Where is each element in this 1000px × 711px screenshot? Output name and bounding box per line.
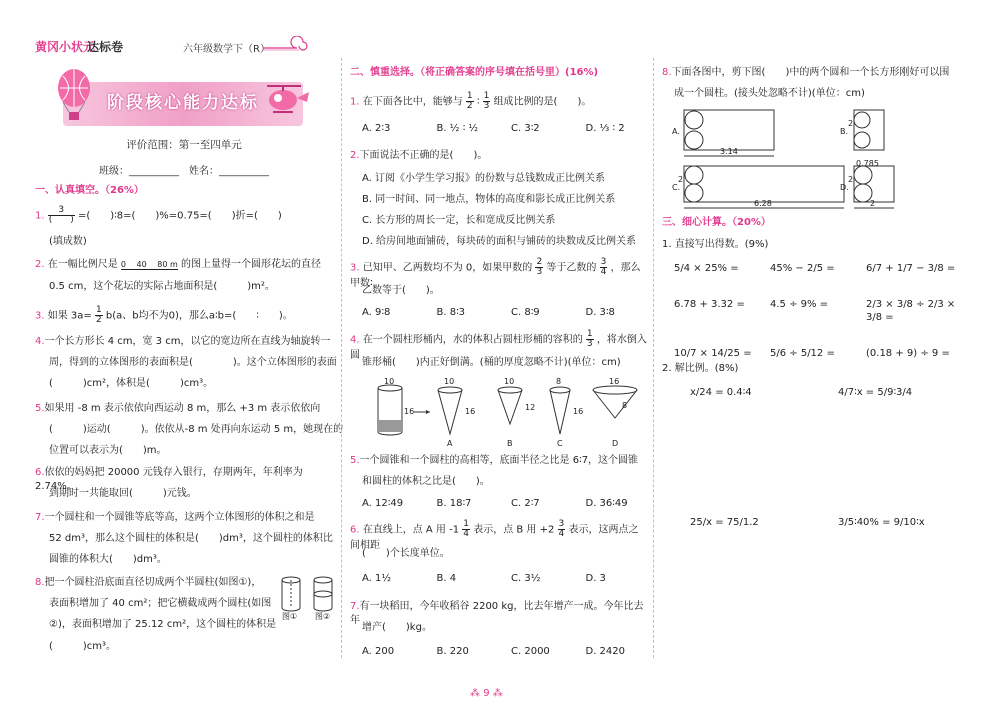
calc-item[interactable]: 5/4 × 25% =: [674, 263, 739, 274]
cone-figures: [370, 378, 640, 448]
column-left: [35, 0, 344, 711]
question-2-5-line2: 和圆柱的体积之比是( )。: [362, 476, 490, 487]
grade-label: 六年级数学下（R）: [183, 44, 270, 55]
option-c[interactable]: C. 2000: [511, 646, 550, 657]
svg-text:2: 2: [848, 119, 854, 128]
question-1-6-line2: 到期时一共能取回( )元钱。: [49, 488, 197, 499]
option-a[interactable]: A. 订阅《小学生学习报》的份数与总钱数成正比例关系: [362, 173, 606, 184]
question-2-2: 2.下面说法不正确的是( )。: [350, 150, 488, 161]
option-b-figure: B: [507, 439, 513, 448]
svg-text:16: 16: [465, 407, 476, 416]
calc-subtitle: 1. 直接写出得数。(9%): [662, 239, 769, 250]
question-2-5-options: [362, 497, 660, 511]
svg-text:10: 10: [504, 378, 515, 386]
question-1-3: 3. 如果 3a= $\frac{1}{2}$ b(a、b均不为0)，那么a∶b=( ∶ )。: [35, 305, 293, 325]
question-2-8: 8.下面各图中，剪下图( )中的两个圆和一个长方形刚好可以围: [662, 67, 950, 78]
brand-subtitle: 达标卷: [87, 40, 124, 54]
question-1-2-line2: 0.5 cm，这个花坛的实际占地面积是( )m²。: [49, 281, 275, 292]
calc-item[interactable]: 6/7 + 1/7 − 3/8 =: [866, 263, 956, 274]
question-1-1-note: (填成数): [49, 236, 87, 247]
option-d[interactable]: D. ⅓ ∶ 2: [585, 123, 625, 134]
svg-text:6.28: 6.28: [754, 199, 772, 208]
proportion-subtitle: 2. 解比例。(8%): [662, 363, 739, 374]
option-c[interactable]: C. 8∶9: [511, 307, 540, 318]
cylinder-diameter: 10: [384, 378, 395, 386]
option-d-figure: D: [612, 439, 619, 448]
question-2-7: 7.有一块稻田，今年收稻谷 2200 kg，比去年增产一成。今年比去年: [350, 601, 644, 626]
question-2-4-line2: 锥形桶( )内正好倒满。(桶的厚度忽略不计)(单位：cm): [362, 357, 621, 368]
title-banner: [63, 82, 303, 126]
section-2-title: 二、慎重选择。（将正确答案的序号填在括号里）(16%): [350, 67, 599, 78]
brand-logo: 黄冈小状元: [35, 40, 96, 54]
question-1-5: 5.如果用 -8 m 表示依依向西运动 8 m，那么 +3 m 表示依依向: [35, 403, 321, 414]
option-c-figure: C: [557, 439, 563, 448]
question-2-3: 3. 已知甲、乙两数均不为 0，如果甲数的 $\frac{2}{3}$ 等于乙数的 $\frac{3}{4}$ ，那么甲数∶: [350, 257, 641, 289]
option-b[interactable]: B. 同一时间、同一地点，物体的高度和影长成正比例关系: [362, 194, 616, 205]
page-title: 阶段核心能力达标: [107, 93, 259, 113]
helicopter-icon: [261, 78, 311, 118]
section-3-title: 三、细心计算。（20%）: [662, 217, 771, 228]
option-a[interactable]: A. 12∶49: [362, 498, 404, 509]
option-d[interactable]: D. 3: [585, 573, 606, 584]
question-2-3-options: [362, 306, 660, 320]
option-b[interactable]: B. 8∶3: [436, 307, 466, 318]
option-c[interactable]: C. 长方形的周长一定，长和宽成反比例关系: [362, 215, 556, 226]
question-1-8-line2: 表面积增加了 40 cm²；把它横截成两个圆柱(如图: [49, 598, 272, 609]
question-1-7-line3: 圆锥的体积大( )dm³。: [49, 554, 167, 565]
question-1-6: 6.依依的妈妈把 20000 元钱存入银行，存期两年，年利率为 2.74%。: [35, 467, 303, 492]
cylinder-height: 16: [404, 407, 415, 416]
fraction: $\frac{3}{( )}$: [48, 205, 74, 225]
figure-2-label: 图②: [315, 612, 331, 621]
calc-item[interactable]: 2/3 × 3/8 ÷ 2/3 × 3/8 =: [866, 298, 956, 323]
question-2-5: 5.一个圆锥和一个圆柱的高相等，底面半径之比是 6∶7，这个圆锥: [350, 455, 639, 466]
proportion-item[interactable]: 25/x = 75/1.2: [690, 517, 759, 528]
option-c[interactable]: C. 3∶2: [511, 123, 540, 134]
svg-text:16: 16: [573, 407, 584, 416]
question-2-1-options: [362, 122, 660, 136]
option-d[interactable]: D. 36∶49: [585, 498, 628, 509]
svg-text:12: 12: [525, 403, 536, 412]
calc-grid: [674, 262, 962, 360]
option-c-figure: C.: [672, 183, 681, 192]
option-a[interactable]: A. 9∶8: [362, 307, 391, 318]
question-1-8-line4: ( )cm³。: [49, 641, 117, 652]
option-b[interactable]: B. 4: [436, 573, 457, 584]
option-a[interactable]: A. 2∶3: [362, 123, 391, 134]
question-2-6: 6. 在直线上，点 A 用 -1 $\frac{1}{4}$ 表示，点 B 用 +2 $\frac{3}{4}$ 表示，这两点之间相距: [350, 519, 639, 551]
question-2-4: 4. 在一个圆柱形桶内，水的体积占圆柱形桶的容积的 $\frac{1}{3}$ ，将水倒入圆: [350, 329, 647, 361]
svg-text:0.785: 0.785: [856, 159, 879, 168]
calc-item[interactable]: 10/7 × 14/25 =: [674, 347, 752, 359]
question-1-7: 7.一个圆柱和一个圆锥等底等高，这两个立体图形的体积之和是: [35, 512, 315, 523]
svg-text:10: 10: [444, 378, 455, 386]
question-1-4: 4.一个长方形长 4 cm，宽 3 cm，以它的宽边所在直线为轴旋转一: [35, 336, 331, 347]
question-1-4-line2: 周，得到的立体图形的表面积是( )。这个立体图形的表面: [49, 357, 337, 368]
fraction: $\frac{1}{2}$: [95, 305, 102, 325]
option-d[interactable]: D. 给房间地面铺砖，每块砖的面积与铺砖的块数成反比例关系: [362, 236, 637, 247]
option-d-figure: D.: [840, 183, 849, 192]
column-divider: [341, 58, 343, 658]
question-1-8: 8.把一个圆柱沿底面直径切成两个半圆柱(如图①)，: [35, 577, 262, 588]
calc-item[interactable]: 4.5 ÷ 9% =: [770, 298, 829, 310]
question-1-5-line3: 位置可以表示为( )m。: [49, 445, 167, 456]
proportion-item[interactable]: 4/7∶x = 5/9∶3/4: [838, 387, 913, 398]
evaluation-scope: 评价范围：第一至四单元: [126, 139, 242, 151]
column-divider: [653, 58, 655, 658]
option-b[interactable]: B. 18∶7: [436, 498, 472, 509]
question-1-8-line3: ②)，表面积增加了 25.12 cm²，这个圆柱的体积是: [49, 619, 277, 630]
svg-text:8: 8: [622, 401, 628, 410]
question-1-5-line2: ( )运动( )。依依从-8 m 处再向东运动 5 m，她现在的: [49, 424, 344, 435]
calc-item[interactable]: (0.18 + 9) ÷ 9 =: [866, 347, 950, 359]
option-c[interactable]: C. 2∶7: [511, 498, 540, 509]
option-c[interactable]: C. 3½: [511, 573, 541, 584]
question-1-7-line2: 52 dm³，那么这个圆柱的体积是( )dm³，这个圆柱的体积比: [49, 533, 333, 544]
option-d[interactable]: D. 2420: [585, 646, 626, 657]
question-1-4-line3: ( )cm²，体积是( )cm³。: [49, 378, 214, 389]
page-number: ⁂ 9 ⁂: [470, 688, 503, 699]
option-d[interactable]: D. 3∶8: [585, 307, 615, 318]
option-b[interactable]: B. ½ ∶ ½: [436, 123, 479, 134]
question-2-3-line2: 乙数等于( )。: [362, 285, 440, 296]
scale-bar: 0 40 80 m: [120, 260, 178, 269]
question-2-7-options: [362, 645, 660, 659]
svg-text:2: 2: [870, 199, 876, 208]
column-right: [662, 0, 962, 711]
calc-item[interactable]: 45% − 2/5 =: [770, 263, 835, 274]
question-2-1: 1. 在下面各比中，能够与 $\frac{1}{2}$ ∶ $\frac{1}{3}$ 组成比例的是( )。: [350, 91, 592, 111]
question-1-1: 1. $\frac{3}{( )}$ =( )∶8=( )%=0.75=( )折=( ): [35, 205, 282, 225]
net-figures: [662, 104, 962, 210]
svg-text:3.14: 3.14: [720, 147, 738, 156]
option-a[interactable]: A. 200: [362, 646, 395, 657]
svg-text:2: 2: [848, 175, 854, 184]
option-a[interactable]: A. 1½: [362, 573, 392, 584]
question-2-6-line2: ( )个长度单位。: [362, 548, 450, 559]
section-1-title: 一、认真填空。（26%）: [35, 185, 144, 196]
svg-text:2: 2: [678, 175, 684, 184]
figure-1-label: 图①: [282, 612, 298, 621]
svg-text:8: 8: [556, 378, 562, 386]
option-a-figure: A: [447, 439, 453, 448]
svg-text:16: 16: [609, 378, 620, 386]
option-a-figure: A.: [672, 127, 680, 136]
calc-item[interactable]: 5/6 ÷ 5/12 =: [770, 347, 835, 359]
question-2-8-line2: 成一个圆柱。(接头处忽略不计)(单位：cm): [674, 88, 865, 99]
question-2-6-options: [362, 572, 660, 586]
calc-item[interactable]: 6.78 + 3.32 =: [674, 298, 745, 310]
question-1-2: 2. 在一幅比例尺是 0 40 80 m 的图上量得一个圆形花坛的直径: [35, 259, 321, 270]
name-class-fields[interactable]: 班级：__________ 姓名：__________: [99, 166, 269, 177]
option-b-figure: B.: [840, 127, 849, 136]
column-middle: [350, 0, 648, 711]
proportion-item[interactable]: x/24 = 0.4∶4: [690, 387, 752, 398]
proportion-item[interactable]: 3/5∶40% = 9/10∶x: [838, 517, 925, 528]
question-2-7-line2: 增产( )kg。: [362, 622, 432, 633]
option-b[interactable]: B. 220: [436, 646, 469, 657]
